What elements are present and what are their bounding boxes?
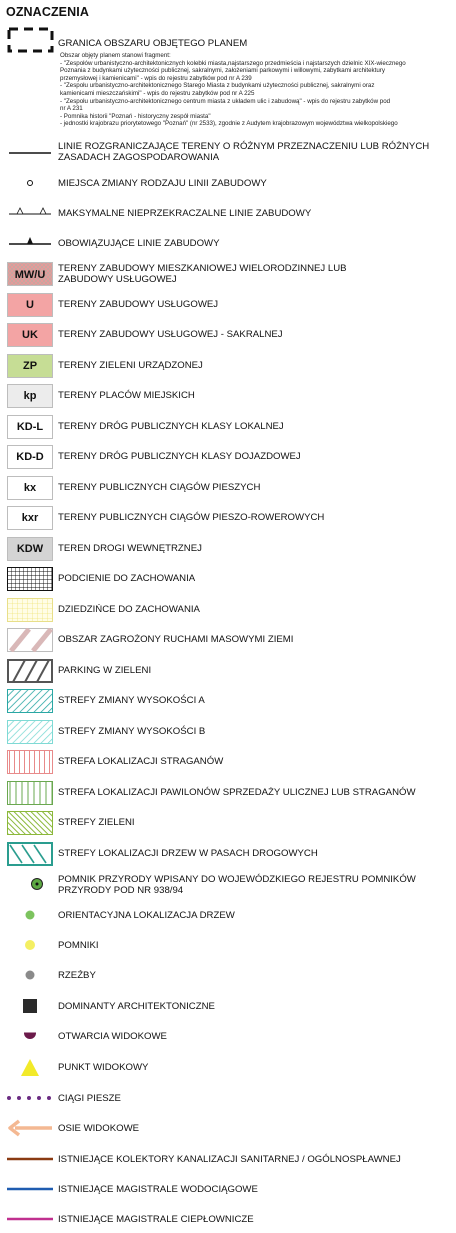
legend-label: TERENY PLACÓW MIEJSKICH: [58, 390, 195, 401]
left-arrow-icon: [7, 1117, 53, 1139]
note-line: - "Zespołu urbanistyczno-architektonicznego Starego Miasta z budynkami użyteczności publicznej, sakralnymi oraz: [60, 82, 375, 90]
legend-label: OBSZAR ZAGROŻONY RUCHAMI MASOWYMI ZIEMI: [58, 634, 294, 645]
legend-label: ISTNIEJĄCE MAGISTRALE WODOCIĄGOWE: [58, 1184, 258, 1195]
open-triangle-line-symbol: [7, 202, 53, 224]
boundary-label: GRANICA OBSZARU OBJĘTEGO PLANEM: [58, 38, 248, 49]
note-line: kamienicami mieszczańskimi" - wpis do rejestru zabytków pod nr A 225: [60, 89, 255, 97]
teal-hatch-symbol: [7, 689, 53, 713]
legend-label: ISTNIEJĄCE MAGISTRALE CIEPŁOWNICZE: [58, 1214, 254, 1225]
legend-label: TERENY DRÓG PUBLICZNYCH KLASY DOJAZDOWEJ: [58, 451, 301, 462]
legend-label: TERENY PUBLICZNYCH CIĄGÓW PIESZO-ROWEROWYCH: [58, 512, 325, 523]
legend-label: OSIE WIDOKOWE: [58, 1123, 140, 1134]
green-vertical-lines-symbol: [7, 781, 53, 805]
legend-label: POMNIK PRZYRODY WPISANY DO WOJEWÓDZKIEGO REJESTRU POMNIKÓW PRZYRODY POD NR 938/94: [58, 874, 416, 896]
magenta-line-symbol: [7, 1208, 53, 1230]
legend-label: TERENY ZABUDOWY USŁUGOWEJ: [58, 299, 219, 310]
area-code: ZP: [7, 354, 53, 378]
area-code: kxr: [7, 506, 53, 530]
legend-label: MAKSYMALNE NIEPRZEKRACZALNE LINIE ZABUDOWY: [58, 208, 312, 219]
legend-label: POMNIKI: [58, 940, 99, 951]
view-opening-icon: [7, 1025, 53, 1047]
area-code: kx: [7, 476, 53, 500]
note-line: Poznania z budynkami użyteczności publicznej, sakralnymi, założeniami parkowymi i willowymi, zabytkami architektury: [60, 67, 385, 75]
area-code: MW/U: [14, 269, 46, 281]
small-circle-symbol: [7, 172, 53, 194]
legend-label: PUNKT WIDOKOWY: [58, 1062, 149, 1073]
legend-title: OZNACZENIA: [6, 5, 89, 19]
dense-grid-symbol: [7, 567, 53, 591]
note-line: Obszar objęty planem stanowi fragment:: [60, 52, 171, 59]
note-line: nr A 231: [60, 105, 83, 113]
area-code: KD-L: [7, 415, 53, 439]
legend-label: TEREN DROGI WEWNĘTRZNEJ: [58, 543, 202, 554]
legend-label: DOMINANTY ARCHITEKTONICZNE: [58, 1001, 215, 1012]
legend-label: LINIE ROZGRANICZAJĄCE TERENY O RÓŻNYM PRZEZNACZENIU LUB RÓŻNYCH ZASADACH ZAGOSPODAROWANIA: [58, 141, 430, 163]
area-code: kp: [7, 384, 53, 408]
area-code: UK: [7, 323, 53, 347]
legend-label: TERENY PUBLICZNYCH CIĄGÓW PIESZYCH: [58, 482, 261, 493]
monument-dot-icon: [7, 934, 53, 956]
legend-label: PODCIENIE DO ZACHOWANIA: [58, 573, 196, 584]
pedestrian-dots-symbol: [7, 1087, 53, 1109]
legend-label: ISTNIEJĄCE KOLEKTORY KANALIZACJI SANITARNEJ / OGÓLNOSPŁAWNEJ: [58, 1154, 401, 1165]
solid-line-symbol: [7, 142, 53, 164]
legend-label: CIĄGI PIESZE: [58, 1093, 121, 1104]
brown-line-symbol: [7, 1148, 53, 1170]
area-code: KDW: [7, 537, 53, 561]
legend-label: TERENY ZABUDOWY MIESZKANIOWEJ WIELORODZINNEJ LUB ZABUDOWY USŁUGOWEJ: [58, 263, 347, 285]
nature-monument-icon: [7, 873, 53, 895]
gray-hatch-symbol: [7, 659, 53, 683]
sculpture-dot-icon: [7, 964, 53, 986]
note-line: - jednostki krajobrazu priorytetowego "Poznań" (nr 2533), zgodnie z Audytem krajobrazowym województwa wielkopolskiego: [60, 120, 398, 128]
legend-label: RZEŹBY: [58, 970, 96, 981]
area-code: U: [7, 293, 53, 317]
legend-label: ORIENTACYJNA LOKALIZACJA DRZEW: [58, 910, 235, 921]
legend-label: STREFY ZMIANY WYSOKOŚCI B: [58, 726, 206, 737]
diagonal-stripe-symbol: [7, 628, 53, 652]
dominant-square-icon: [7, 995, 53, 1017]
legend-label: STREFY LOKALIZACJI DRZEW W PASACH DROGOWYCH: [58, 848, 318, 859]
area-code: KD-D: [7, 445, 53, 469]
legend-label: MIEJSCA ZMIANY RODZAJU LINII ZABUDOWY: [58, 178, 267, 189]
blue-line-symbol: [7, 1178, 53, 1200]
note-line: - "Zespołów urbanistyczno-architektonicznych kolebki miasta,najstarszego przedmieścia i najstarszych dzielnic XIX-wiecznego: [60, 59, 406, 67]
teal-wide-hatch-symbol: [7, 842, 53, 866]
mwu-symbol: [7, 262, 53, 286]
note-line: - Pomnika historii "Poznań - historyczny zespół miasta": [60, 112, 211, 120]
plan-scope-note: [60, 52, 452, 128]
legend-label: TERENY DRÓG PUBLICZNYCH KLASY LOKALNEJ: [58, 421, 284, 432]
note-line: - "Zespołu urbanistyczno-architektonicznego centrum miasta z układem ulic i zabudową" - wpis do rejestru zabytków pod: [60, 97, 391, 105]
legend-label: OBOWIĄZUJĄCE LINIE ZABUDOWY: [58, 238, 220, 249]
legend-label: DZIEDZIŃCE DO ZACHOWANIA: [58, 604, 200, 615]
legend-label: STREFA LOKALIZACJI PAWILONÓW SPRZEDAŻY ULICZNEJ LUB STRAGANÓW: [58, 787, 416, 798]
yellow-grid-symbol: [7, 598, 53, 622]
viewpoint-triangle-icon: [7, 1056, 53, 1078]
light-teal-hatch-symbol: [7, 720, 53, 744]
filled-triangle-line-symbol: [7, 232, 53, 254]
legend-label: TERENY ZABUDOWY USŁUGOWEJ - SAKRALNEJ: [58, 329, 283, 340]
legend-label: STREFY ZIELENI: [58, 817, 135, 828]
legend-label: OTWARCIA WIDOKOWE: [58, 1031, 167, 1042]
tree-dot-icon: [7, 904, 53, 926]
boundary-symbol: [7, 26, 55, 54]
pink-vertical-lines-symbol: [7, 750, 53, 774]
note-line: przemysłowej i kamienicami" - wpis do rejestru zabytków pod nr A 239: [60, 74, 252, 82]
green-hatch-symbol: [7, 811, 53, 835]
legend-label: PARKING W ZIELENI: [58, 665, 152, 676]
legend-label: TERENY ZIELENI URZĄDZONEJ: [58, 360, 203, 371]
legend-label: STREFA LOKALIZACJI STRAGANÓW: [58, 756, 224, 767]
legend-label: STREFY ZMIANY WYSOKOŚCI A: [58, 695, 205, 706]
